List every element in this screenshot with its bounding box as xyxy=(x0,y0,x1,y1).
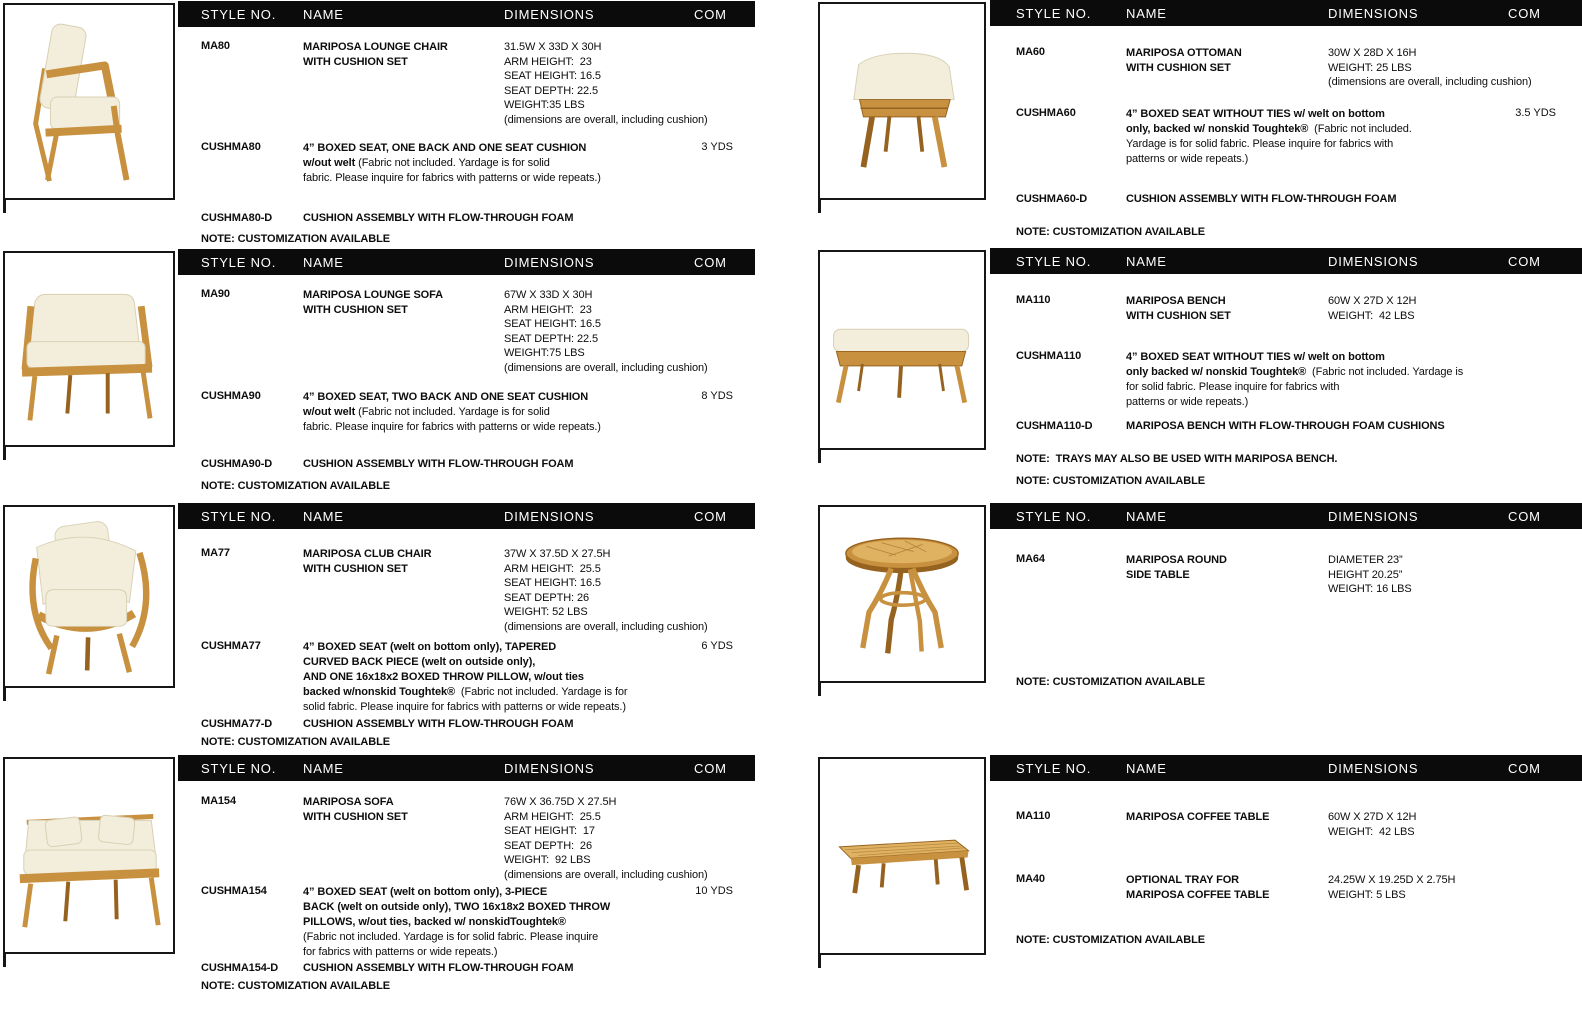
style-no: CUSHMA90 xyxy=(201,390,261,402)
dimension-line: HEIGHT 20.25” xyxy=(1328,568,1403,581)
note-line: NOTE: TRAYS MAY ALSO BE USED WITH MARIPOSA BENCH. xyxy=(1016,453,1338,465)
dimension-line: WEIGHT:75 LBS xyxy=(504,347,585,359)
dimension-line: WEIGHT: 25 LBS xyxy=(1328,61,1412,74)
description-segment: only, backed w/ nonskid Toughtek® xyxy=(1126,123,1315,135)
style-no: MA154 xyxy=(201,795,236,807)
column-header-com: COM xyxy=(694,255,727,270)
dimension-line: SEAT DEPTH: 22.5 xyxy=(504,84,598,97)
dimension-line: WEIGHT: 92 LBS xyxy=(504,854,591,866)
com-yardage: 10 YDS xyxy=(695,885,733,897)
dimension-line: 30W X 28D X 16H xyxy=(1328,47,1417,59)
column-header-name: NAME xyxy=(1126,509,1167,524)
description-line xyxy=(303,670,703,685)
style-no: MA40 xyxy=(1016,873,1045,885)
description-segment: (Fabric not included. Yardage is for xyxy=(460,686,628,698)
product-image-box xyxy=(3,3,175,200)
product-name xyxy=(1126,553,1336,582)
dimension-line: WEIGHT: 42 LBS xyxy=(1328,825,1415,838)
description-segment: 4” BOXED SEAT WITHOUT TIES w/ welt on bottom xyxy=(1126,108,1385,120)
description-line xyxy=(1126,152,1526,167)
assembly-description: CUSHION ASSEMBLY WITH FLOW-THROUGH FOAM xyxy=(303,212,574,224)
description-segment: fabric. Please inquire for fabrics with patterns or wide repeats.) xyxy=(303,172,601,184)
column-header-dimensions: DIMENSIONS xyxy=(1328,6,1419,21)
note-line: NOTE: CUSTOMIZATION AVAILABLE xyxy=(1016,934,1205,946)
product-image-box xyxy=(3,757,175,954)
column-header-name: NAME xyxy=(303,509,344,524)
style-no: CUSHMA60 xyxy=(1016,107,1076,119)
column-header-dimensions: DIMENSIONS xyxy=(504,7,595,22)
description-segment: BACK (welt on outside only), TWO 16x18x2 BOXED THROW xyxy=(303,901,611,913)
product-name-line: WITH CUSHION SET xyxy=(303,303,408,316)
dimension-line: (dimensions are overall, including cushion) xyxy=(504,868,708,881)
cushion-description xyxy=(1126,350,1526,410)
dimension-line: ARM HEIGHT: 23 xyxy=(504,303,592,316)
product-name xyxy=(1126,46,1336,75)
description-line xyxy=(303,930,703,945)
dimension-line: ARM HEIGHT: 25.5 xyxy=(504,810,601,823)
description-line xyxy=(1126,122,1526,137)
assembly-description: MARIPOSA BENCH WITH FLOW-THROUGH FOAM CUSHIONS xyxy=(1126,420,1445,432)
column-header-com: COM xyxy=(1508,509,1541,524)
note-line: NOTE: CUSTOMIZATION AVAILABLE xyxy=(201,980,390,992)
column-header-dimensions: DIMENSIONS xyxy=(1328,254,1419,269)
table-header-bar xyxy=(178,1,755,27)
column-header-style-no: STYLE NO. xyxy=(1016,761,1092,776)
product-name-line: WITH CUSHION SET xyxy=(303,562,408,575)
style-no: MA60 xyxy=(1016,46,1045,58)
product-name-line: SIDE TABLE xyxy=(1126,568,1190,581)
column-header-dimensions: DIMENSIONS xyxy=(504,255,595,270)
product-dimensions xyxy=(1328,553,1578,597)
table-header-bar xyxy=(178,249,755,275)
dimension-line: 60W X 27D X 12H xyxy=(1328,295,1417,307)
dimension-line: 24.25W X 19.25D X 2.75H xyxy=(1328,874,1456,886)
column-header-com: COM xyxy=(1508,6,1541,21)
description-segment: only backed w/ nonskid Toughtek® xyxy=(1126,366,1313,378)
column-header-com: COM xyxy=(694,7,727,22)
club-chair-image xyxy=(5,507,173,686)
column-header-dimensions: DIMENSIONS xyxy=(1328,509,1419,524)
dimension-line: WEIGHT: 5 LBS xyxy=(1328,888,1406,901)
dimension-line: WEIGHT: 42 LBS xyxy=(1328,309,1415,322)
product-name xyxy=(303,795,513,824)
product-image-box xyxy=(818,250,986,450)
description-line xyxy=(303,156,703,171)
description-line xyxy=(1126,137,1526,152)
style-no: CUSHMA110 xyxy=(1016,350,1082,362)
assembly-description: CUSHION ASSEMBLY WITH FLOW-THROUGH FOAM xyxy=(303,718,574,730)
description-segment: (Fabric not included. xyxy=(1314,123,1412,135)
bench-image xyxy=(820,252,984,448)
description-segment: (Fabric not included. Yardage is xyxy=(1312,366,1464,378)
product-name-line: WITH CUSHION SET xyxy=(303,55,408,68)
product-name-line: OPTIONAL TRAY FOR xyxy=(1126,874,1239,886)
description-line xyxy=(303,420,703,435)
dimension-line: SEAT DEPTH: 26 xyxy=(504,839,592,852)
com-yardage: 3.5 YDS xyxy=(1515,107,1556,119)
table-header-bar xyxy=(990,755,1582,781)
lounge-sofa-image xyxy=(5,253,173,445)
description-segment: 4” BOXED SEAT, ONE BACK AND ONE SEAT CUSHION xyxy=(303,142,587,154)
product-name xyxy=(303,547,513,576)
ottoman-image xyxy=(820,4,984,198)
column-header-name: NAME xyxy=(303,255,344,270)
product-name-line: MARIPOSA CLUB CHAIR xyxy=(303,548,432,560)
description-segment: PILLOWS, w/out ties, backed w/ nonskidToughtek® xyxy=(303,916,566,928)
column-header-dimensions: DIMENSIONS xyxy=(504,761,595,776)
product-name-line: WITH CUSHION SET xyxy=(1126,61,1231,74)
sofa-image xyxy=(5,759,173,952)
column-header-name: NAME xyxy=(303,7,344,22)
dimension-line: SEAT HEIGHT: 16.5 xyxy=(504,318,601,330)
description-segment: (Fabric not included. Yardage is for solid xyxy=(358,406,550,418)
product-image-box xyxy=(3,505,175,688)
product-name xyxy=(303,288,513,317)
description-line xyxy=(303,685,703,700)
table-header-bar xyxy=(178,755,755,781)
column-header-style-no: STYLE NO. xyxy=(201,7,277,22)
note-line: NOTE: CUSTOMIZATION AVAILABLE xyxy=(201,233,390,245)
product-dimensions xyxy=(1328,873,1578,902)
dimension-line: (dimensions are overall, including cushion) xyxy=(504,113,708,126)
description-line xyxy=(303,945,703,960)
description-segment: for solid fabric. Please inquire for fabrics with xyxy=(1126,381,1340,393)
style-no: MA90 xyxy=(201,288,230,300)
product-image-box xyxy=(818,757,986,955)
assembly-description: CUSHION ASSEMBLY WITH FLOW-THROUGH FOAM xyxy=(1126,193,1397,205)
dimension-line: SEAT DEPTH: 22.5 xyxy=(504,332,598,345)
style-no: CUSHMA77 xyxy=(201,640,261,652)
description-line xyxy=(303,700,703,715)
column-header-name: NAME xyxy=(1126,761,1167,776)
description-segment: patterns or wide repeats.) xyxy=(1126,396,1249,408)
com-yardage: 6 YDS xyxy=(701,640,733,652)
style-no: MA77 xyxy=(201,547,230,559)
style-no: CUSHMA154-D xyxy=(201,962,279,974)
description-line xyxy=(1126,380,1526,395)
product-image-box xyxy=(3,251,175,447)
table-header-bar xyxy=(178,503,755,529)
description-line xyxy=(303,915,703,930)
style-no: CUSHMA80 xyxy=(201,141,261,153)
description-segment: 4” BOXED SEAT (welt on bottom only), TAPERED xyxy=(303,641,557,653)
style-no: MA110 xyxy=(1016,810,1051,822)
note-line: NOTE: CUSTOMIZATION AVAILABLE xyxy=(201,736,390,748)
description-segment: 4” BOXED SEAT, TWO BACK AND ONE SEAT CUSHION xyxy=(303,391,589,403)
column-header-style-no: STYLE NO. xyxy=(1016,254,1092,269)
description-segment: backed w/nonskid Toughtek® xyxy=(303,686,461,698)
description-line xyxy=(1126,365,1526,380)
product-dimensions xyxy=(1328,294,1578,323)
com-yardage: 3 YDS xyxy=(701,141,733,153)
coffee-table-image xyxy=(820,759,984,953)
assembly-description: CUSHION ASSEMBLY WITH FLOW-THROUGH FOAM xyxy=(303,458,574,470)
column-header-style-no: STYLE NO. xyxy=(1016,509,1092,524)
description-segment: Yardage is for solid fabric. Please inquire for fabrics with xyxy=(1126,138,1394,150)
style-no: CUSHMA60-D xyxy=(1016,193,1088,205)
column-header-com: COM xyxy=(1508,761,1541,776)
dimension-line: 31.5W X 33D X 30H xyxy=(504,41,602,53)
description-segment: patterns or wide repeats.) xyxy=(1126,153,1249,165)
style-no: CUSHMA110-D xyxy=(1016,420,1093,432)
style-no: CUSHMA77-D xyxy=(201,718,273,730)
dimension-line: SEAT HEIGHT: 17 xyxy=(504,825,595,837)
note-line: NOTE: CUSTOMIZATION AVAILABLE xyxy=(1016,475,1205,487)
product-name-line: MARIPOSA LOUNGE SOFA xyxy=(303,289,443,301)
product-dimensions xyxy=(504,40,754,127)
column-header-style-no: STYLE NO. xyxy=(201,761,277,776)
dimension-line: SEAT HEIGHT: 16.5 xyxy=(504,70,601,82)
description-segment: for fabrics with patterns or wide repeats.) xyxy=(303,946,498,958)
product-image-box xyxy=(818,2,986,200)
product-name xyxy=(303,40,513,69)
column-header-style-no: STYLE NO. xyxy=(1016,6,1092,21)
description-segment: CURVED BACK PIECE (welt on outside only), xyxy=(303,656,536,668)
dimension-line: WEIGHT:35 LBS xyxy=(504,99,585,111)
product-image-box xyxy=(818,505,986,683)
style-no: MA110 xyxy=(1016,294,1051,306)
description-line xyxy=(303,171,703,186)
product-dimensions xyxy=(1328,810,1578,839)
description-segment: AND ONE 16x18x2 BOXED THROW PILLOW, w/out ties xyxy=(303,671,584,683)
description-line xyxy=(303,900,703,915)
column-header-dimensions: DIMENSIONS xyxy=(504,509,595,524)
round-side-table-image xyxy=(820,507,984,681)
style-no: CUSHMA80-D xyxy=(201,212,273,224)
product-name-line: MARIPOSA LOUNGE CHAIR xyxy=(303,41,448,53)
description-line xyxy=(303,655,703,670)
description-segment: 4” BOXED SEAT WITHOUT TIES w/ welt on bottom xyxy=(1126,351,1385,363)
com-yardage: 8 YDS xyxy=(701,390,733,402)
description-segment: (Fabric not included. Yardage is for solid xyxy=(358,157,550,169)
product-name xyxy=(1126,810,1336,825)
style-no: CUSHMA154 xyxy=(201,885,267,897)
column-header-style-no: STYLE NO. xyxy=(201,509,277,524)
column-header-name: NAME xyxy=(303,761,344,776)
description-segment: (Fabric not included. Yardage is for solid fabric. Please inquire xyxy=(303,931,599,943)
product-dimensions xyxy=(1328,46,1578,90)
description-line xyxy=(1126,395,1526,410)
style-no: CUSHMA90-D xyxy=(201,458,273,470)
table-header-bar xyxy=(990,0,1582,26)
lounge-chair-image xyxy=(5,5,173,198)
dimension-line: ARM HEIGHT: 23 xyxy=(504,55,592,68)
product-name-line: MARIPOSA ROUND xyxy=(1126,554,1227,566)
column-header-dimensions: DIMENSIONS xyxy=(1328,761,1419,776)
description-segment: fabric. Please inquire for fabrics with patterns or wide repeats.) xyxy=(303,421,601,433)
assembly-description: CUSHION ASSEMBLY WITH FLOW-THROUGH FOAM xyxy=(303,962,574,974)
product-name-line: MARIPOSA BENCH xyxy=(1126,295,1226,307)
dimension-line: 37W X 37.5D X 27.5H xyxy=(504,548,611,560)
dimension-line: WEIGHT: 52 LBS xyxy=(504,606,588,618)
note-line: NOTE: CUSTOMIZATION AVAILABLE xyxy=(1016,676,1205,688)
table-header-bar xyxy=(990,248,1582,274)
dimension-line: SEAT HEIGHT: 16.5 xyxy=(504,577,601,589)
product-dimensions xyxy=(504,795,754,882)
description-segment: w/out welt xyxy=(303,157,359,169)
description-segment: w/out welt xyxy=(303,406,359,418)
note-line: NOTE: CUSTOMIZATION AVAILABLE xyxy=(1016,226,1205,238)
product-dimensions xyxy=(504,288,754,375)
column-header-com: COM xyxy=(694,509,727,524)
dimension-line: DIAMETER 23” xyxy=(1328,554,1403,566)
style-no: MA80 xyxy=(201,40,230,52)
dimension-line: (dimensions are overall, including cushion) xyxy=(1328,76,1532,88)
column-header-name: NAME xyxy=(1126,254,1167,269)
product-dimensions xyxy=(504,547,754,634)
description-line xyxy=(303,405,703,420)
table-header-bar xyxy=(990,503,1582,529)
dimension-line: ARM HEIGHT: 25.5 xyxy=(504,562,601,575)
product-name-line: WITH CUSHION SET xyxy=(303,810,408,823)
column-header-com: COM xyxy=(1508,254,1541,269)
dimension-line: (dimensions are overall, including cushion) xyxy=(504,620,708,633)
note-line: NOTE: CUSTOMIZATION AVAILABLE xyxy=(201,480,390,492)
dimension-line: 60W X 27D X 12H xyxy=(1328,811,1417,823)
product-name-line: MARIPOSA COFFEE TABLE xyxy=(1126,811,1270,823)
product-name-line: MARIPOSA SOFA xyxy=(303,796,394,808)
description-segment: 4” BOXED SEAT (welt on bottom only), 3-PIECE xyxy=(303,886,548,898)
dimension-line: 76W X 36.75D X 27.5H xyxy=(504,796,617,808)
product-name xyxy=(1126,873,1336,902)
product-name-line: MARIPOSA OTTOMAN xyxy=(1126,47,1242,59)
description-segment: solid fabric. Please inquire for fabrics with patterns or wide repeats.) xyxy=(303,701,626,713)
dimension-line: WEIGHT: 16 LBS xyxy=(1328,583,1412,595)
product-name-line: WITH CUSHION SET xyxy=(1126,309,1231,322)
product-name-line: MARIPOSA COFFEE TABLE xyxy=(1126,888,1270,901)
column-header-name: NAME xyxy=(1126,6,1167,21)
description-line xyxy=(1126,350,1526,365)
product-name xyxy=(1126,294,1336,323)
dimension-line: (dimensions are overall, including cushion) xyxy=(504,361,708,374)
dimension-line: SEAT DEPTH: 26 xyxy=(504,591,589,604)
dimension-line: 67W X 33D X 30H xyxy=(504,289,593,301)
style-no: MA64 xyxy=(1016,553,1045,565)
column-header-style-no: STYLE NO. xyxy=(201,255,277,270)
column-header-com: COM xyxy=(694,761,727,776)
